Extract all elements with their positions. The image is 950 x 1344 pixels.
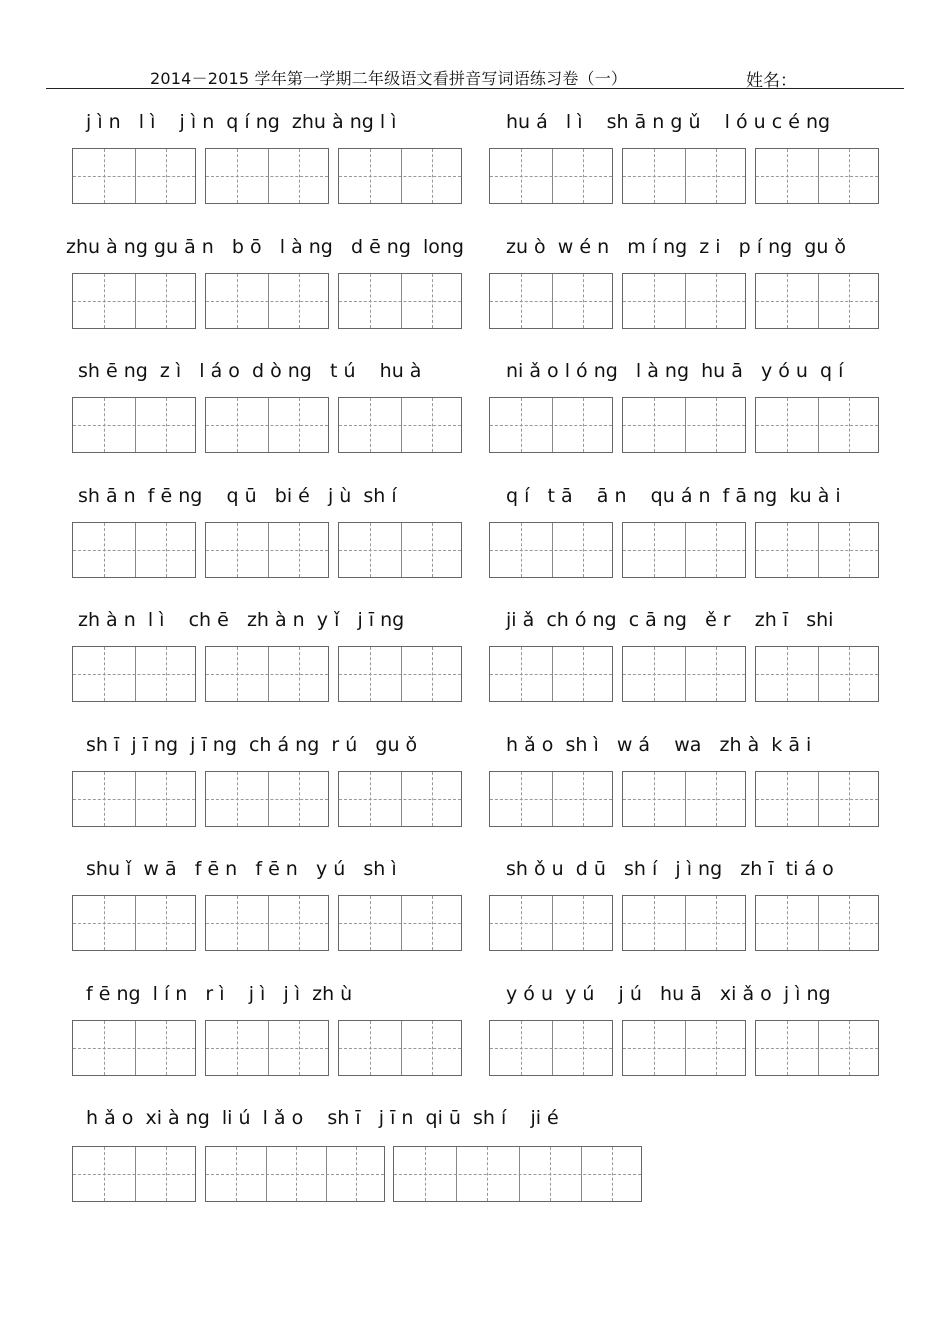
cell-guide-horizontal: [206, 799, 328, 800]
cell-guide-horizontal: [756, 301, 878, 302]
writing-box[interactable]: [338, 397, 462, 453]
cell-guide-horizontal: [206, 425, 328, 426]
cell-guide-horizontal: [490, 550, 612, 551]
writing-box[interactable]: [72, 522, 196, 578]
cell-guide-horizontal: [623, 799, 745, 800]
writing-box[interactable]: [205, 771, 329, 827]
writing-box[interactable]: [755, 397, 879, 453]
cell-guide-horizontal: [206, 301, 328, 302]
writing-box[interactable]: [755, 148, 879, 204]
name-label: 姓名：: [746, 71, 797, 91]
cell-guide-horizontal: [756, 550, 878, 551]
cell-guide-horizontal: [339, 550, 461, 551]
cell-guide-horizontal: [756, 176, 878, 177]
writing-box[interactable]: [205, 895, 329, 951]
cell-guide-horizontal: [206, 1174, 384, 1175]
pinyin-prompt-left: sh ē ng z ì l á o d ò ng t ú hu à: [78, 360, 422, 382]
writing-box[interactable]: [338, 771, 462, 827]
writing-box[interactable]: [205, 1146, 385, 1202]
pinyin-prompt-right: sh ǒ u d ū sh í j ì ng zh ī ti á o: [506, 858, 834, 880]
pinyin-prompt-left: shu ǐ w ā f ē n f ē n y ú sh ì: [86, 858, 397, 880]
cell-guide-horizontal: [73, 1174, 195, 1175]
writing-box[interactable]: [338, 646, 462, 702]
worksheet-header: [46, 64, 904, 89]
cell-guide-horizontal: [756, 923, 878, 924]
writing-box[interactable]: [338, 273, 462, 329]
writing-box[interactable]: [205, 148, 329, 204]
writing-box[interactable]: [72, 148, 196, 204]
pinyin-prompt-right: q í t ā ā n qu á n f ā ng ku à i: [506, 484, 841, 507]
writing-box[interactable]: [338, 522, 462, 578]
pinyin-prompt-right: zu ò w é n m í ng z i p í ng gu ǒ: [506, 235, 847, 258]
writing-box[interactable]: [338, 895, 462, 951]
cell-guide-horizontal: [394, 1174, 641, 1175]
pinyin-prompt-right: ni ǎ o l ó ng l à ng hu ā y ó u q í: [506, 360, 844, 382]
writing-box[interactable]: [622, 646, 746, 702]
cell-guide-horizontal: [756, 799, 878, 800]
pinyin-prompt-left: sh ī j ī ng j ī ng ch á ng r ú gu ǒ: [86, 733, 418, 756]
writing-box[interactable]: [622, 148, 746, 204]
cell-guide-horizontal: [339, 425, 461, 426]
pinyin-prompt-left: f ē ng l í n r ì j ì j ì zh ù: [86, 982, 353, 1005]
writing-box[interactable]: [72, 273, 196, 329]
cell-guide-horizontal: [73, 301, 195, 302]
cell-guide-horizontal: [73, 176, 195, 177]
cell-guide-horizontal: [339, 1048, 461, 1049]
writing-box[interactable]: [72, 397, 196, 453]
writing-box[interactable]: [338, 148, 462, 204]
writing-box[interactable]: [622, 522, 746, 578]
writing-box[interactable]: [72, 1146, 196, 1202]
cell-guide-horizontal: [756, 425, 878, 426]
writing-box[interactable]: [622, 771, 746, 827]
cell-guide-horizontal: [206, 550, 328, 551]
writing-box[interactable]: [622, 1020, 746, 1076]
writing-box[interactable]: [622, 273, 746, 329]
writing-box[interactable]: [72, 1020, 196, 1076]
writing-box[interactable]: [72, 646, 196, 702]
writing-box[interactable]: [205, 646, 329, 702]
cell-guide-horizontal: [339, 176, 461, 177]
cell-guide-horizontal: [623, 425, 745, 426]
writing-box[interactable]: [72, 895, 196, 951]
cell-guide-horizontal: [623, 176, 745, 177]
pinyin-prompt-right: h ǎ o sh ì w á wa zh à k ā i: [506, 733, 812, 756]
cell-guide-horizontal: [339, 674, 461, 675]
writing-box[interactable]: [622, 895, 746, 951]
writing-box[interactable]: [622, 397, 746, 453]
writing-box[interactable]: [72, 771, 196, 827]
writing-box[interactable]: [755, 1020, 879, 1076]
writing-box[interactable]: [205, 397, 329, 453]
writing-box[interactable]: [489, 1020, 613, 1076]
cell-guide-horizontal: [490, 1048, 612, 1049]
cell-guide-horizontal: [490, 674, 612, 675]
pinyin-prompt-left: sh ā n f ē ng q ū bi é j ù sh í: [78, 484, 397, 507]
pinyin-prompt-right: hu á l ì sh ā n g ǔ l ó u c é ng: [506, 111, 831, 133]
cell-guide-horizontal: [73, 923, 195, 924]
cell-guide-horizontal: [339, 301, 461, 302]
pinyin-prompt-right: ji ǎ ch ó ng c ā ng ě r zh ī shi: [506, 609, 834, 631]
pinyin-prompt-left: h ǎ o xi à ng li ú l ǎ o sh ī j ī n qi ū sh í ji é: [86, 1107, 559, 1129]
cell-guide-horizontal: [339, 799, 461, 800]
cell-guide-horizontal: [490, 425, 612, 426]
writing-box[interactable]: [205, 1020, 329, 1076]
writing-box[interactable]: [205, 522, 329, 578]
cell-guide-horizontal: [623, 550, 745, 551]
writing-box[interactable]: [489, 397, 613, 453]
writing-box[interactable]: [755, 646, 879, 702]
cell-guide-horizontal: [490, 799, 612, 800]
writing-box[interactable]: [393, 1146, 642, 1202]
writing-box[interactable]: [489, 646, 613, 702]
cell-guide-horizontal: [623, 301, 745, 302]
cell-guide-horizontal: [623, 674, 745, 675]
writing-box[interactable]: [489, 771, 613, 827]
cell-guide-horizontal: [73, 425, 195, 426]
cell-guide-horizontal: [490, 301, 612, 302]
cell-guide-horizontal: [623, 923, 745, 924]
cell-guide-horizontal: [756, 1048, 878, 1049]
cell-guide-horizontal: [206, 923, 328, 924]
pinyin-prompt-left: zhu à ng gu ā n b ō l à ng d ē ng long: [66, 235, 464, 258]
cell-guide-horizontal: [73, 1048, 195, 1049]
writing-box[interactable]: [755, 273, 879, 329]
cell-guide-horizontal: [490, 176, 612, 177]
writing-box[interactable]: [755, 522, 879, 578]
writing-box[interactable]: [205, 273, 329, 329]
worksheet-title: 2014－2015 学年第一学期二年级语文看拼音写词语练习卷（一）: [150, 69, 628, 88]
writing-box[interactable]: [489, 148, 613, 204]
pinyin-prompt-left: j ì n l ì j ì n q í ng zhu à ng l ì: [86, 111, 397, 133]
cell-guide-horizontal: [206, 1048, 328, 1049]
writing-box[interactable]: [489, 895, 613, 951]
writing-box[interactable]: [489, 522, 613, 578]
cell-guide-horizontal: [73, 799, 195, 800]
writing-box[interactable]: [755, 895, 879, 951]
cell-guide-horizontal: [73, 550, 195, 551]
writing-box[interactable]: [489, 273, 613, 329]
cell-guide-horizontal: [623, 1048, 745, 1049]
cell-guide-horizontal: [206, 674, 328, 675]
cell-guide-horizontal: [73, 674, 195, 675]
cell-guide-horizontal: [490, 923, 612, 924]
cell-guide-horizontal: [206, 176, 328, 177]
writing-box[interactable]: [338, 1020, 462, 1076]
cell-guide-horizontal: [756, 674, 878, 675]
pinyin-prompt-left: zh à n l ì ch ē zh à n y ǐ j ī ng: [78, 609, 405, 631]
writing-box[interactable]: [755, 771, 879, 827]
pinyin-prompt-right: y ó u y ú j ú hu ā xi ǎ o j ì ng: [506, 982, 831, 1005]
cell-guide-horizontal: [339, 923, 461, 924]
